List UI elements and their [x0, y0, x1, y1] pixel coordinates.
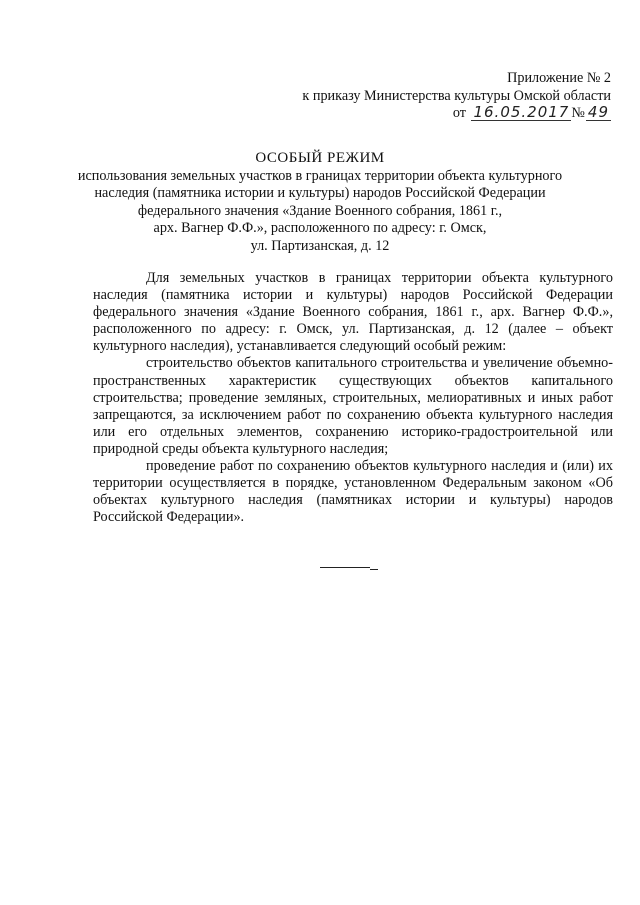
title-subline: федерального значения «Здание Военного собрания, 1861 г.,: [137, 202, 503, 219]
document-title: ОСОБЫЙ РЕЖИМ: [255, 150, 385, 166]
number-label: №: [571, 105, 585, 121]
closing-divider-tail: [370, 569, 378, 570]
handwritten-date: 16.05.2017: [473, 103, 570, 121]
title-subline: использования земельных участков в границах территории объекта культурного: [77, 167, 563, 184]
handwritten-number: 49: [587, 103, 609, 121]
title-subline: арх. Вагнер Ф.Ф.», расположенного по адресу: г. Омск,: [153, 220, 487, 236]
title-block: [0, 150, 640, 255]
document-body: [93, 270, 613, 526]
appendix-order-reference: к приказу Министерства культуры Омской области: [302, 87, 611, 104]
body-paragraph: Для земельных участков в границах территории объекта культурного наследия (памятника истории и культуры) народов Российской Федерации федерального значения «Здание Военного собрания, 1861 г., арх. Вагнер Ф.Ф.», расположенного по адресу: г. Омск, ул. Партизанская, д. 12 (далее – объект культурного наследия), устанавливается следующий особый режим:: [93, 270, 613, 355]
body-paragraph: проведение работ по сохранению объектов культурного наследия и (или) их территории осуществляется в порядке, установленном Федеральным законом «Об объектах культурного наследия (памятниках истории и культуры) народов Российской Федерации».: [93, 458, 613, 526]
body-paragraph: строительство объектов капитального строительства и увеличение объемно-пространственных характеристик существующих объектов капитального строительства; проведение земляных, строительных, мелиоративных и иных работ запрещаются, за исключением работ по сохранению объекта культурного наследия или его отдельных элементов, сохранению историко-градостроительной или природной среды объекта культурного наследия;: [93, 355, 613, 457]
appendix-number: Приложение № 2: [507, 70, 611, 86]
title-subline: ул. Партизанская, д. 12: [250, 237, 390, 254]
appendix-date-line: [302, 105, 611, 123]
appendix-header: [302, 70, 611, 123]
closing-divider: [320, 567, 370, 568]
title-subline: наследия (памятника истории и культуры) народов Российской Федерации: [94, 185, 546, 201]
from-label: от: [452, 105, 466, 121]
